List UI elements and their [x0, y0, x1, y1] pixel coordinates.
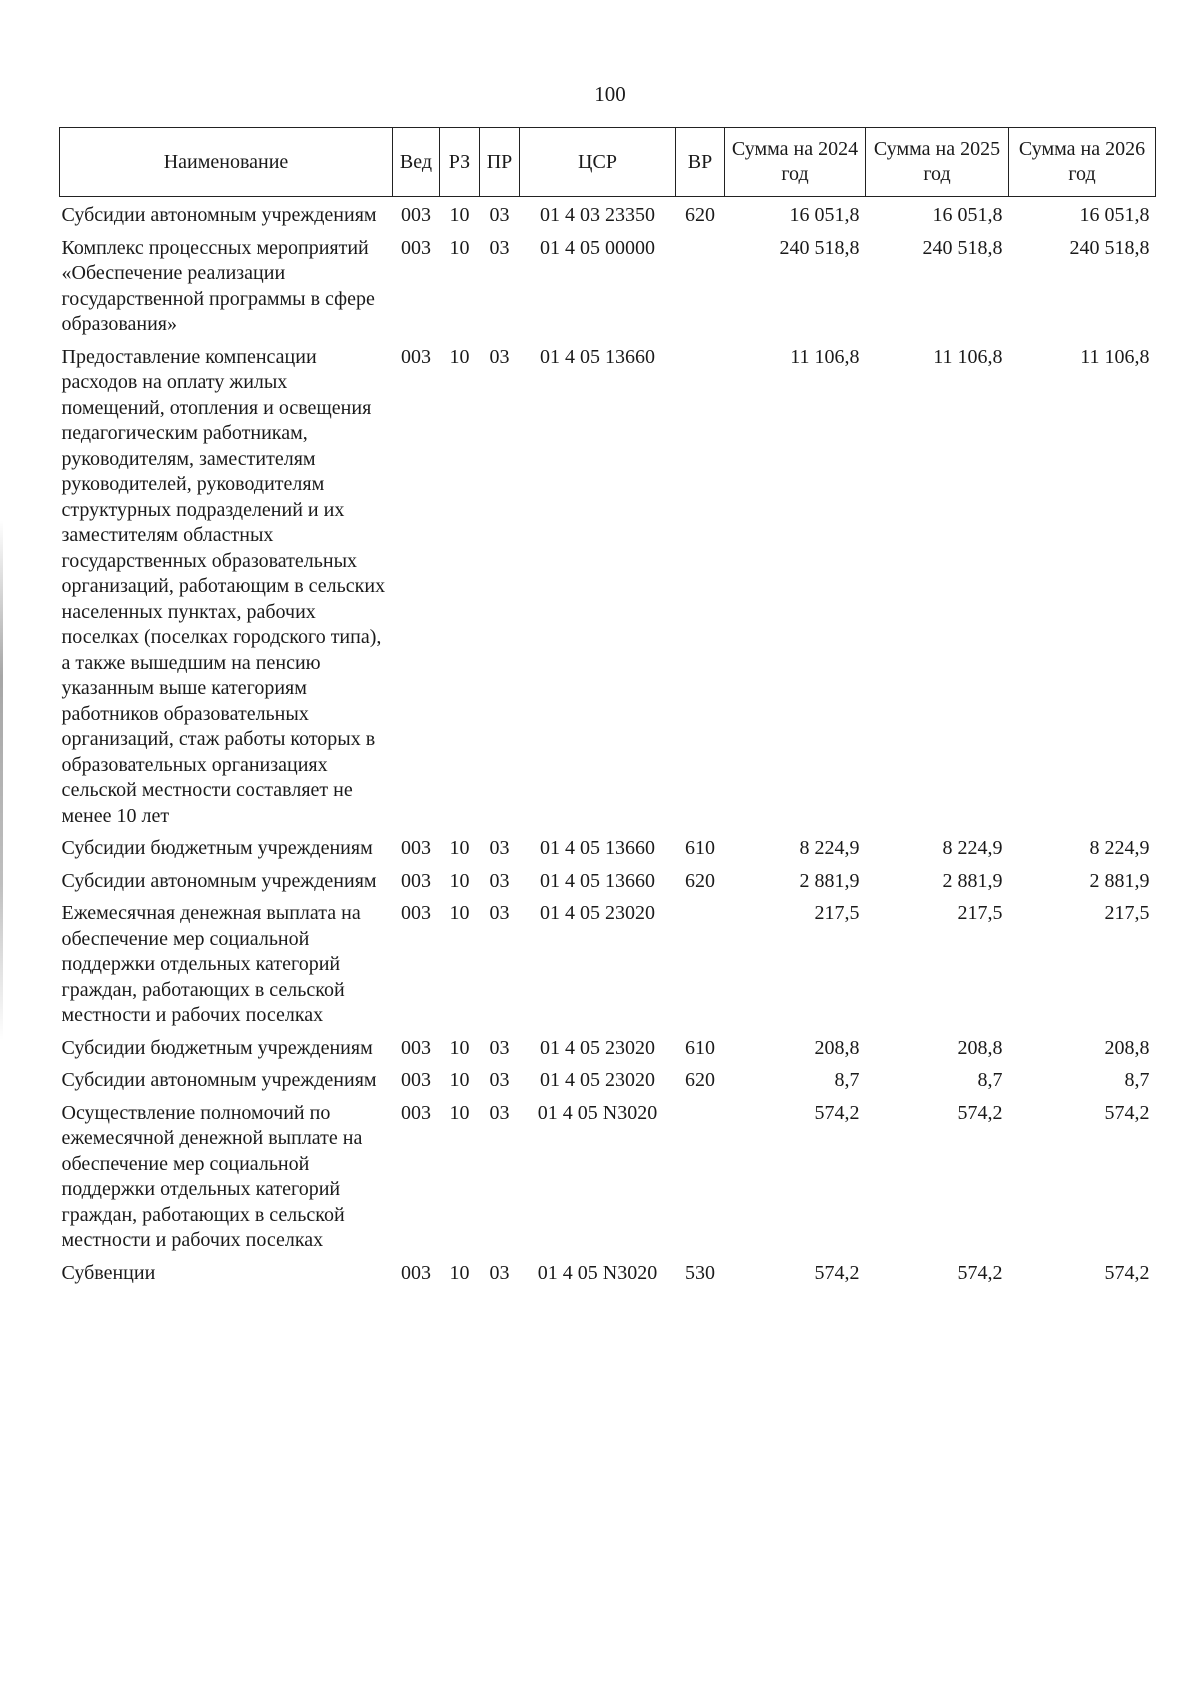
- cell-sum-2024: 8 224,9: [799, 837, 860, 859]
- header-name: Наименование: [60, 128, 393, 197]
- table-row: [60, 1261, 1156, 1294]
- cell-sum-2026: 8 224,9: [1089, 837, 1150, 859]
- cell-sum-2026: 574,2: [1104, 1101, 1150, 1124]
- cell-vr: [676, 901, 725, 1036]
- cell-ved: 003: [401, 345, 431, 368]
- cell-sum-2025: 8 224,9: [942, 837, 1003, 859]
- cell-name: Субсидии автономным учреждениям: [61, 204, 377, 226]
- cell-csr: 01 4 05 00000: [540, 236, 655, 259]
- cell-pr: 03: [489, 345, 510, 368]
- cell-csr: 01 4 05 N3020: [537, 1261, 658, 1284]
- budget-table: [59, 127, 1156, 1293]
- cell-name: Субсидии автономным учреждениям: [61, 869, 377, 892]
- cell-sum-2025: 16 051,8: [932, 204, 1003, 226]
- header-pr: ПР: [480, 128, 520, 197]
- header-csr: ЦСР: [520, 128, 676, 197]
- cell-rz: 10: [449, 1261, 470, 1284]
- table-row: [60, 1036, 1156, 1069]
- page-number: 100: [594, 82, 626, 106]
- cell-vr: [676, 236, 725, 345]
- cell-ved: 003: [401, 869, 431, 892]
- cell-sum-2026: 8,7: [1124, 1069, 1150, 1091]
- cell-csr: 01 4 03 23350: [540, 204, 655, 226]
- cell-ved: 003: [401, 837, 431, 859]
- cell-sum-2024: 240 518,8: [779, 236, 860, 259]
- cell-pr: 03: [489, 236, 510, 259]
- cell-rz: 10: [449, 1101, 470, 1124]
- cell-pr: 03: [489, 1101, 510, 1124]
- cell-name: Осуществление полномочий по ежемесячной денежной выплате на обеспечение мер социальной поддержки отдельных категорий граждан, работающих в сельской местности и рабочих поселках: [61, 1101, 363, 1251]
- table-body: [60, 197, 1156, 1294]
- cell-ved: 003: [401, 1069, 431, 1091]
- cell-rz: 10: [449, 236, 470, 259]
- cell-rz: 10: [449, 345, 470, 368]
- cell-csr: 01 4 05 13660: [540, 345, 655, 368]
- header-sum-2024: Сумма на 2024 год: [725, 128, 866, 197]
- cell-vr: 620: [685, 869, 715, 892]
- cell-pr: 03: [489, 204, 510, 226]
- cell-csr: 01 4 05 N3020: [537, 1101, 658, 1124]
- cell-name: Субсидии бюджетным учреждениям: [61, 837, 373, 859]
- cell-sum-2025: 8,7: [977, 1069, 1003, 1091]
- cell-vr: 610: [685, 837, 715, 859]
- table-row: [60, 1101, 1156, 1261]
- cell-sum-2026: 217,5: [1104, 902, 1150, 924]
- cell-sum-2025: 208,8: [957, 1036, 1003, 1059]
- cell-sum-2026: 11 106,8: [1080, 345, 1150, 368]
- table-row: [60, 836, 1156, 869]
- cell-sum-2026: 208,8: [1104, 1036, 1150, 1059]
- table-row: [60, 345, 1156, 837]
- cell-csr: 01 4 05 23020: [540, 1069, 655, 1091]
- table-row: [60, 236, 1156, 345]
- cell-ved: 003: [401, 236, 431, 259]
- cell-rz: 10: [449, 204, 470, 226]
- header-sum-2026: Сумма на 2026 год: [1009, 128, 1156, 197]
- cell-csr: 01 4 05 13660: [540, 837, 655, 859]
- cell-sum-2024: 574,2: [814, 1261, 860, 1284]
- cell-csr: 01 4 05 13660: [540, 869, 655, 892]
- cell-ved: 003: [401, 1101, 431, 1124]
- cell-sum-2024: 8,7: [834, 1069, 860, 1091]
- cell-sum-2025: 11 106,8: [933, 345, 1003, 368]
- cell-sum-2024: 16 051,8: [789, 204, 860, 226]
- cell-vr: [676, 345, 725, 837]
- cell-ved: 003: [401, 1261, 431, 1284]
- cell-rz: 10: [449, 837, 470, 859]
- cell-sum-2024: 574,2: [814, 1101, 860, 1124]
- cell-pr: 03: [489, 869, 510, 892]
- cell-ved: 003: [401, 204, 431, 226]
- cell-name: Субсидии автономным учреждениям: [61, 1069, 377, 1091]
- cell-name: Субвенции: [61, 1261, 156, 1284]
- cell-pr: 03: [489, 1261, 510, 1284]
- cell-ved: 003: [401, 902, 431, 924]
- scan-edge-shadow: [0, 520, 3, 1040]
- cell-rz: 10: [449, 1069, 470, 1091]
- cell-sum-2024: 208,8: [814, 1036, 860, 1059]
- cell-vr: 620: [685, 1069, 715, 1091]
- cell-pr: 03: [489, 1036, 510, 1059]
- cell-sum-2025: 217,5: [957, 902, 1003, 924]
- header-sum-2025: Сумма на 2025 год: [866, 128, 1009, 197]
- cell-sum-2026: 240 518,8: [1069, 236, 1150, 259]
- cell-csr: 01 4 05 23020: [540, 1036, 655, 1059]
- cell-pr: 03: [489, 837, 510, 859]
- header-rz: РЗ: [440, 128, 480, 197]
- cell-csr: 01 4 05 23020: [540, 902, 655, 924]
- header-vr: ВР: [676, 128, 725, 197]
- cell-pr: 03: [489, 902, 510, 924]
- cell-sum-2024: 11 106,8: [790, 345, 860, 368]
- cell-name: Ежемесячная денежная выплата на обеспечение мер социальной поддержки отдельных категорий граждан, работающих в сельской местности и рабочих поселках: [61, 902, 361, 1026]
- table-row: [60, 869, 1156, 902]
- cell-rz: 10: [449, 1036, 470, 1059]
- cell-vr: [676, 1101, 725, 1261]
- cell-sum-2026: 16 051,8: [1079, 204, 1150, 226]
- cell-vr: 530: [685, 1261, 715, 1284]
- cell-name: Субсидии бюджетным учреждениям: [61, 1036, 373, 1059]
- cell-pr: 03: [489, 1069, 510, 1091]
- cell-rz: 10: [449, 902, 470, 924]
- cell-sum-2026: 2 881,9: [1089, 869, 1150, 892]
- cell-sum-2025: 574,2: [957, 1261, 1003, 1284]
- cell-sum-2024: 217,5: [814, 902, 860, 924]
- cell-ved: 003: [401, 1036, 431, 1059]
- cell-sum-2024: 2 881,9: [799, 869, 860, 892]
- table-row: [60, 901, 1156, 1036]
- cell-sum-2025: 2 881,9: [942, 869, 1003, 892]
- cell-vr: 620: [685, 204, 715, 226]
- header-ved: Вед: [393, 128, 440, 197]
- cell-sum-2025: 240 518,8: [922, 236, 1003, 259]
- cell-rz: 10: [449, 869, 470, 892]
- table-row: [60, 197, 1156, 236]
- table-row: [60, 1068, 1156, 1101]
- cell-sum-2025: 574,2: [957, 1101, 1003, 1124]
- cell-sum-2026: 574,2: [1104, 1261, 1150, 1284]
- cell-name: Предоставление компенсации расходов на оплату жилых помещений, отопления и освещения педагогическим работникам, руководителям, заместителям руководителей, руководителям структурных подразделений и их заместителям областных государственных образовательных организаций, работающим в сельских населенных пунктах, рабочих поселках (поселках городского типа), а также вышедшим на пенсию указанным выше категориям работников образовательных организаций, стаж работы которых в образовательных организациях сельской местности составляет не менее 10 лет: [61, 345, 386, 827]
- cell-vr: 610: [685, 1036, 715, 1059]
- table-header: [60, 128, 1156, 197]
- cell-name: Комплекс процессных мероприятий «Обеспечение реализации государственной программы в сфере образования»: [61, 236, 375, 335]
